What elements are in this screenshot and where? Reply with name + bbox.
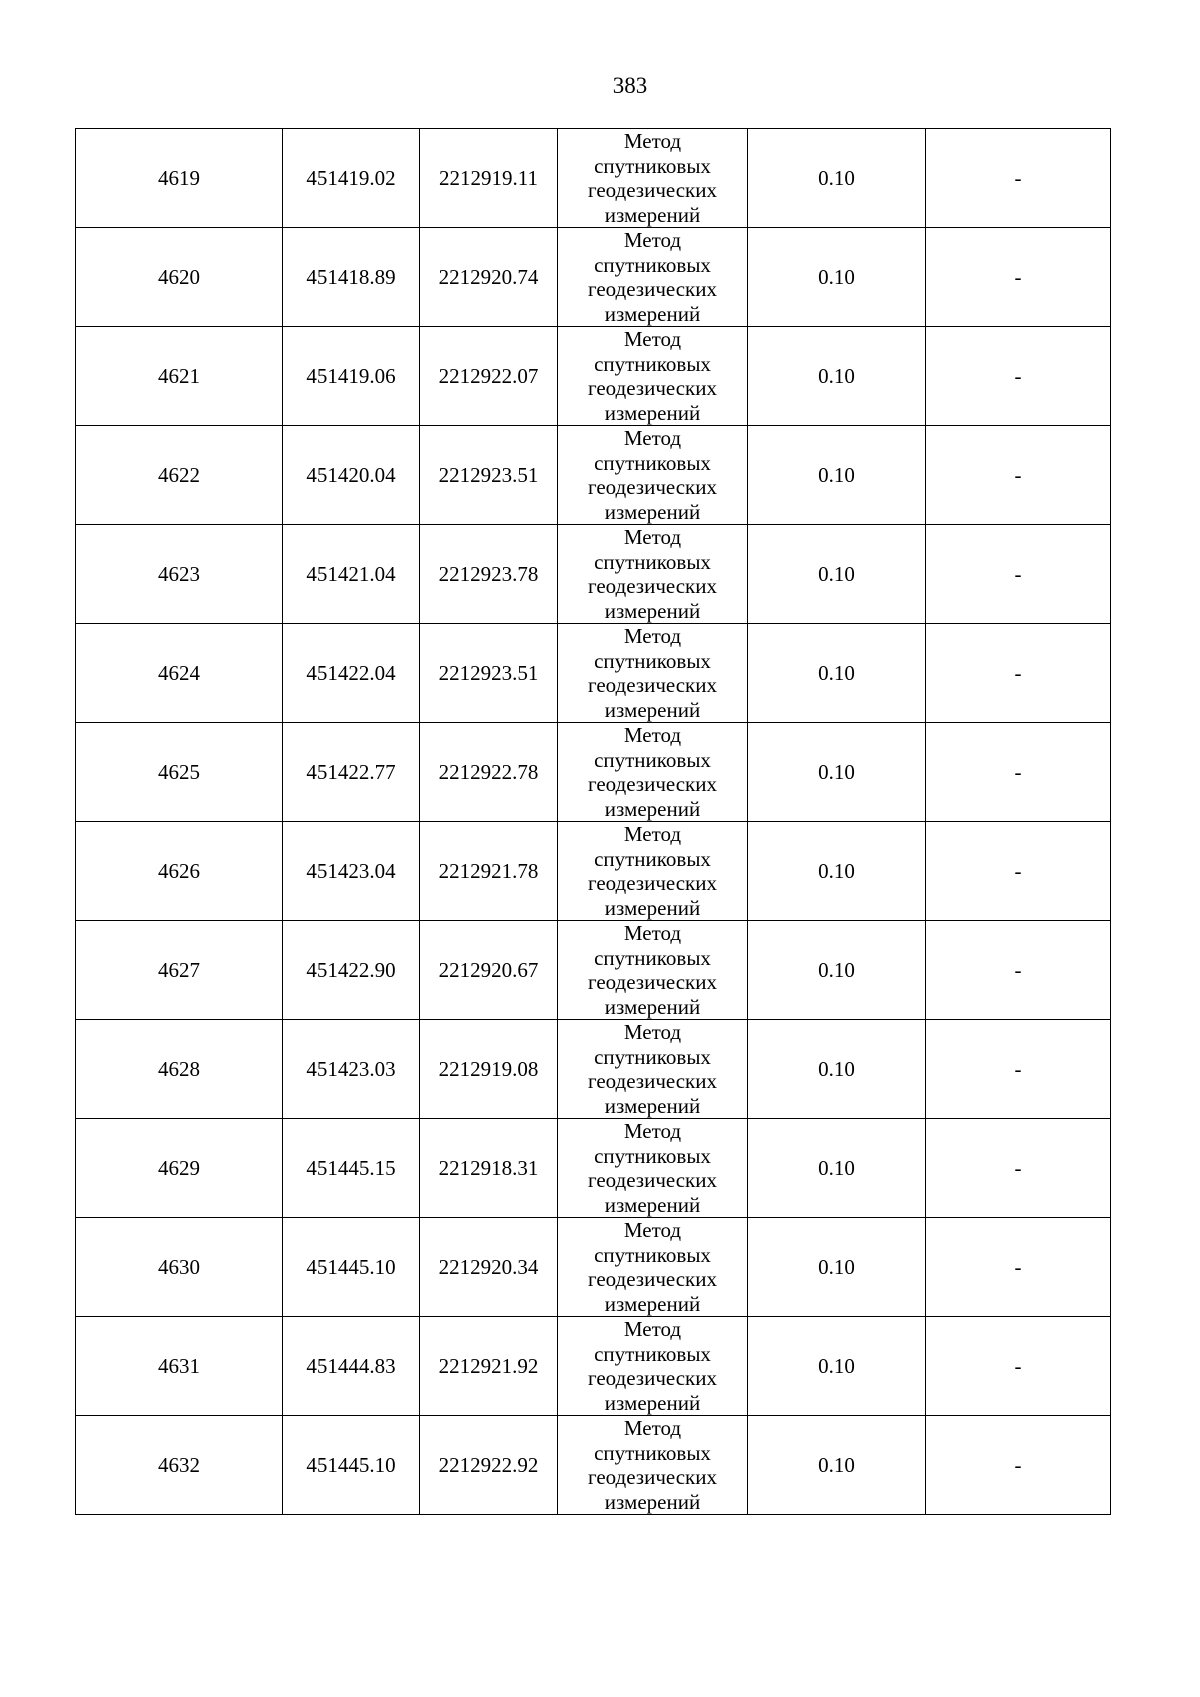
method-line: спутниковых: [594, 1242, 711, 1267]
accuracy-cell: 0.10: [748, 1119, 926, 1218]
x-coordinate-cell: 451419.06: [283, 327, 420, 426]
method-line: геодезических: [587, 574, 717, 598]
accuracy-cell: 0.10: [748, 426, 926, 525]
point-number-cell: 4622: [76, 426, 283, 525]
method-line: Метод: [623, 723, 682, 747]
point-number-cell: 4621: [76, 327, 283, 426]
method-line: геодезических: [587, 673, 717, 697]
y-coordinate-cell: 2212923.78: [420, 525, 558, 624]
table-row: [76, 426, 1111, 525]
note-cell: -: [926, 1218, 1111, 1317]
point-number-cell: 4619: [76, 129, 283, 228]
method-line: спутниковых: [594, 1341, 711, 1366]
point-number-cell: 4624: [76, 624, 283, 723]
x-coordinate-cell: 451445.10: [283, 1416, 420, 1515]
method-cell: [558, 426, 748, 525]
method-line: геодезических: [587, 1267, 717, 1291]
method-line: измерений: [604, 895, 701, 920]
table-row: [76, 624, 1111, 723]
method-line: измерений: [604, 202, 701, 227]
table-row: [76, 921, 1111, 1020]
method-line: геодезических: [587, 1168, 717, 1192]
method-line: геодезических: [587, 970, 717, 994]
method-line: спутниковых: [594, 1044, 711, 1069]
point-number-cell: 4632: [76, 1416, 283, 1515]
method-line: измерений: [604, 1192, 701, 1217]
x-coordinate-cell: 451444.83: [283, 1317, 420, 1416]
method-line: геодезических: [587, 277, 717, 301]
method-line: измерений: [604, 1291, 701, 1316]
y-coordinate-cell: 2212923.51: [420, 624, 558, 723]
method-line: измерений: [604, 994, 701, 1019]
x-coordinate-cell: 451423.04: [283, 822, 420, 921]
accuracy-cell: 0.10: [748, 822, 926, 921]
method-line: Метод: [623, 525, 682, 549]
x-coordinate-cell: 451421.04: [283, 525, 420, 624]
note-cell: -: [926, 822, 1111, 921]
accuracy-cell: 0.10: [748, 624, 926, 723]
method-line: геодезических: [587, 475, 717, 499]
y-coordinate-cell: 2212920.67: [420, 921, 558, 1020]
point-number-cell: 4626: [76, 822, 283, 921]
method-line: измерений: [604, 499, 701, 524]
method-line: измерений: [604, 1093, 701, 1118]
method-line: спутниковых: [594, 648, 711, 673]
y-coordinate-cell: 2212919.08: [420, 1020, 558, 1119]
method-cell: [558, 822, 748, 921]
accuracy-cell: 0.10: [748, 129, 926, 228]
point-number-cell: 4625: [76, 723, 283, 822]
method-line: спутниковых: [594, 252, 711, 277]
method-line: спутниковых: [594, 450, 711, 475]
table-row: [76, 1317, 1111, 1416]
method-line: Метод: [623, 228, 682, 252]
note-cell: -: [926, 1020, 1111, 1119]
method-line: спутниковых: [594, 1440, 711, 1465]
method-cell: [558, 921, 748, 1020]
table-row: [76, 327, 1111, 426]
accuracy-cell: 0.10: [748, 921, 926, 1020]
method-line: спутниковых: [594, 945, 711, 970]
method-cell: [558, 723, 748, 822]
method-line: спутниковых: [594, 846, 711, 871]
note-cell: -: [926, 228, 1111, 327]
table-row: [76, 228, 1111, 327]
method-line: измерений: [604, 301, 701, 326]
x-coordinate-cell: 451445.10: [283, 1218, 420, 1317]
method-cell: [558, 1317, 748, 1416]
method-line: спутниковых: [594, 1143, 711, 1168]
method-line: спутниковых: [594, 153, 711, 178]
method-line: геодезических: [587, 1366, 717, 1390]
x-coordinate-cell: 451422.04: [283, 624, 420, 723]
x-coordinate-cell: 451422.90: [283, 921, 420, 1020]
accuracy-cell: 0.10: [748, 723, 926, 822]
note-cell: -: [926, 921, 1111, 1020]
point-number-cell: 4628: [76, 1020, 283, 1119]
page-number: 383: [612, 73, 648, 98]
table-row: [76, 1416, 1111, 1515]
method-line: измерений: [604, 1489, 701, 1514]
method-line: Метод: [623, 1218, 682, 1242]
point-number-cell: 4623: [76, 525, 283, 624]
y-coordinate-cell: 2212922.92: [420, 1416, 558, 1515]
method-line: спутниковых: [594, 747, 711, 772]
method-line: спутниковых: [594, 549, 711, 574]
y-coordinate-cell: 2212918.31: [420, 1119, 558, 1218]
table-row: [76, 1020, 1111, 1119]
method-line: Метод: [623, 1416, 682, 1440]
note-cell: -: [926, 1119, 1111, 1218]
y-coordinate-cell: 2212922.78: [420, 723, 558, 822]
method-line: измерений: [604, 598, 701, 623]
note-cell: -: [926, 723, 1111, 822]
method-line: спутниковых: [594, 351, 711, 376]
method-line: Метод: [623, 327, 682, 351]
method-cell: [558, 327, 748, 426]
note-cell: -: [926, 1416, 1111, 1515]
method-cell: [558, 525, 748, 624]
note-cell: -: [926, 624, 1111, 723]
note-cell: -: [926, 1317, 1111, 1416]
point-number-cell: 4630: [76, 1218, 283, 1317]
point-number-cell: 4627: [76, 921, 283, 1020]
y-coordinate-cell: 2212921.92: [420, 1317, 558, 1416]
y-coordinate-cell: 2212922.07: [420, 327, 558, 426]
x-coordinate-cell: 451419.02: [283, 129, 420, 228]
table-row: [76, 525, 1111, 624]
method-line: геодезических: [587, 772, 717, 796]
method-cell: [558, 624, 748, 723]
table-row: [76, 822, 1111, 921]
method-line: измерений: [604, 1390, 701, 1415]
y-coordinate-cell: 2212923.51: [420, 426, 558, 525]
method-cell: [558, 1020, 748, 1119]
point-number-cell: 4620: [76, 228, 283, 327]
x-coordinate-cell: 451445.15: [283, 1119, 420, 1218]
table-body: [76, 129, 1111, 1515]
method-line: Метод: [623, 129, 682, 153]
point-number-cell: 4631: [76, 1317, 283, 1416]
method-cell: [558, 228, 748, 327]
accuracy-cell: 0.10: [748, 1020, 926, 1119]
method-line: Метод: [623, 1020, 682, 1044]
note-cell: -: [926, 327, 1111, 426]
accuracy-cell: 0.10: [748, 1317, 926, 1416]
method-cell: [558, 1218, 748, 1317]
x-coordinate-cell: 451420.04: [283, 426, 420, 525]
method-line: измерений: [604, 400, 701, 425]
method-line: Метод: [623, 426, 682, 450]
method-line: Метод: [623, 921, 682, 945]
accuracy-cell: 0.10: [748, 525, 926, 624]
y-coordinate-cell: 2212921.78: [420, 822, 558, 921]
coordinates-table: [75, 128, 1111, 1515]
x-coordinate-cell: 451422.77: [283, 723, 420, 822]
table-row: [76, 1218, 1111, 1317]
accuracy-cell: 0.10: [748, 228, 926, 327]
method-line: измерений: [604, 796, 701, 821]
method-line: геодезических: [587, 1465, 717, 1489]
method-cell: [558, 129, 748, 228]
x-coordinate-cell: 451418.89: [283, 228, 420, 327]
y-coordinate-cell: 2212919.11: [420, 129, 558, 228]
table-row: [76, 1119, 1111, 1218]
note-cell: -: [926, 525, 1111, 624]
y-coordinate-cell: 2212920.74: [420, 228, 558, 327]
method-cell: [558, 1416, 748, 1515]
method-line: геодезических: [587, 1069, 717, 1093]
note-cell: -: [926, 129, 1111, 228]
method-cell: [558, 1119, 748, 1218]
method-line: измерений: [604, 697, 701, 722]
y-coordinate-cell: 2212920.34: [420, 1218, 558, 1317]
accuracy-cell: 0.10: [748, 1416, 926, 1515]
accuracy-cell: 0.10: [748, 327, 926, 426]
table-row: [76, 723, 1111, 822]
accuracy-cell: 0.10: [748, 1218, 926, 1317]
method-line: Метод: [623, 624, 682, 648]
x-coordinate-cell: 451423.03: [283, 1020, 420, 1119]
method-line: Метод: [623, 1119, 682, 1143]
table-row: [76, 129, 1111, 228]
method-line: Метод: [623, 1317, 682, 1341]
method-line: геодезических: [587, 376, 717, 400]
method-line: геодезических: [587, 871, 717, 895]
point-number-cell: 4629: [76, 1119, 283, 1218]
note-cell: -: [926, 426, 1111, 525]
method-line: Метод: [623, 822, 682, 846]
method-line: геодезических: [587, 178, 717, 202]
